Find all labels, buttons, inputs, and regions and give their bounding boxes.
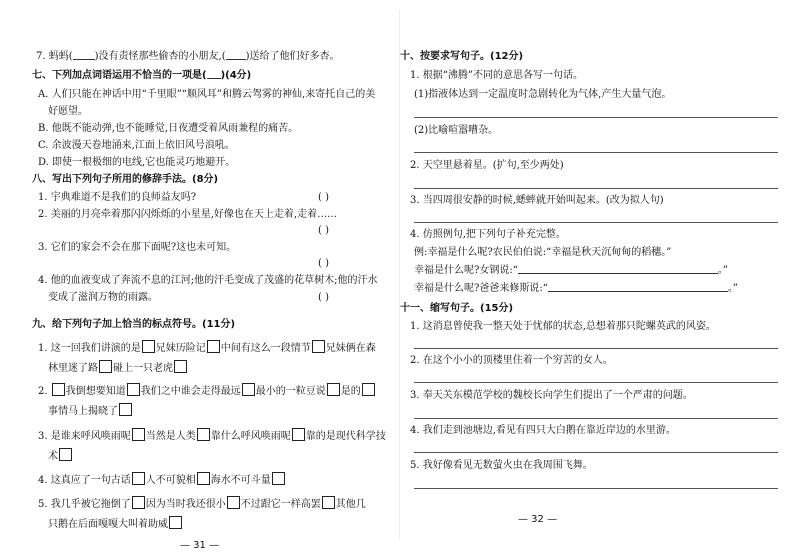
fill-blank[interactable] [548, 291, 728, 292]
punct-box[interactable] [169, 516, 182, 529]
answer-paren-4[interactable]: ( ) [318, 292, 329, 303]
condense-4: 4. 我们走到池塘边,看见有四只大白鹅在靠近岸边的水里游。 [410, 425, 676, 436]
condense-1: 1. 这消息曾使我一整天处于忧郁的状态,总想着那只陀螺英武的风姿。 [410, 321, 716, 332]
punct-box[interactable] [59, 448, 72, 461]
punct-box[interactable] [197, 428, 210, 441]
answer-paren-1[interactable]: ( ) [318, 192, 329, 203]
punct-box[interactable] [327, 383, 340, 396]
condense-5: 5. 我好像看见无数萤火虫在我周围飞舞。 [410, 460, 593, 471]
condense-2: 2. 在这个小小的顶楼里住着一个穷苦的女人。 [410, 355, 613, 366]
punct-box[interactable] [312, 340, 325, 353]
option-b: B. 他既不能动弹,也不能睡觉,日夜遭受着风雨兼程的痛苦。 [38, 123, 299, 134]
answer-line[interactable] [414, 452, 778, 453]
question-7: 7. 蚂蚂( )没有责怪那些偷杏的小朋友,( )送给了他们好多杏。 [36, 51, 340, 62]
section-10-title: 十、按要求写句子。(12分) [400, 51, 524, 62]
punct-box[interactable] [119, 403, 132, 416]
answer-line[interactable] [414, 152, 778, 153]
answer-line[interactable] [414, 418, 778, 419]
condense-3: 3. 奉天关东模范学校的魏校长向学生们提出了一个严肃的问题。 [410, 390, 693, 401]
punct-3-line1: 3. 是谁来呼风唤雨呢 当然是人类 靠什么呼风唤雨呢 靠的是现代科学技 [38, 428, 386, 444]
rewrite-4b: 幸福是什么呢?爸爸来修斯说:“ 。” [414, 283, 738, 294]
punct-box[interactable] [52, 383, 65, 396]
option-a-line2: 好愿望。 [48, 106, 88, 117]
rhetoric-4-line2: 变成了滋润万物的雨露。 [48, 292, 158, 303]
punct-box[interactable] [197, 472, 210, 485]
punct-box[interactable] [132, 496, 145, 509]
section-11-title: 十一、缩写句子。(15分) [400, 303, 514, 314]
rhetoric-2: 2. 美丽的月亮牵着那闪闪烁烁的小星星,好像也在天上走着,走着…… [38, 209, 338, 220]
rewrite-1b: (2)比喻喧嚣嘈杂。 [414, 125, 499, 136]
punct-box[interactable] [322, 496, 335, 509]
punct-3-line2: 术 [48, 448, 73, 464]
punct-box[interactable] [292, 428, 305, 441]
option-a-line1: A. 人们只能在神话中用“千里眼”“顺风耳”和腾云驾雾的神仙,来寄托自己的美 [38, 89, 376, 100]
punct-box[interactable] [242, 383, 255, 396]
rewrite-4-example: 例:幸福是什么呢?农民伯伯说:“幸福是秋天沉甸甸的稻穗。” [414, 247, 672, 258]
rewrite-3: 3. 当四周很安静的时候,蟋蟀就开始叫起来。(改为拟人句) [410, 195, 664, 206]
page-number-right: — 32 — [518, 514, 558, 525]
punct-box[interactable] [99, 360, 112, 373]
punct-4: 4. 这真应了一句古话 人不可貌相 海水不可斗量 [38, 472, 286, 488]
punct-box[interactable] [362, 383, 375, 396]
punct-box[interactable] [142, 340, 155, 353]
section-7-title: 七、下列加点词语运用不恰当的一项是( )(4分) [32, 70, 252, 81]
rhetoric-4-line1: 4. 他的血液变成了奔流不息的江河;他的汗毛变成了茂盛的花草树木;他的汗水 [38, 275, 378, 286]
punct-box[interactable] [127, 383, 140, 396]
answer-paren-2[interactable]: ( ) [318, 225, 329, 236]
answer-line[interactable] [414, 188, 778, 189]
punct-box[interactable] [132, 428, 145, 441]
answer-line[interactable] [414, 382, 778, 383]
punct-5-line2: 只鹅在后面嘎嘎大叫着助威 [48, 516, 183, 532]
punct-2-line2: 事情马上揭晓了 [48, 403, 133, 419]
punct-box[interactable] [227, 496, 240, 509]
rewrite-4: 4. 仿照例句,把下列句子补充完整。 [410, 229, 566, 240]
answer-line[interactable] [414, 348, 778, 349]
answer-line[interactable] [414, 222, 778, 223]
section-9-title: 九、给下列句子加上恰当的标点符号。(11分) [32, 319, 236, 330]
punct-box[interactable] [207, 340, 220, 353]
answer-paren-3[interactable]: ( ) [318, 258, 329, 269]
rewrite-1: 1. 根据“沸腾”不同的意思各写一句话。 [410, 70, 583, 81]
section-8-title: 八、写出下列句子所用的修辞手法。(8分) [32, 174, 219, 185]
rewrite-4a: 幸福是什么呢?女钢说:“ 。” [414, 265, 728, 276]
punct-1-line2: 林里迷了路 碰上一只老虎 [48, 360, 188, 376]
punct-box[interactable] [132, 472, 145, 485]
rhetoric-3: 3. 它们的家会不会在那下面呢?这也未可知。 [38, 242, 237, 253]
punct-box[interactable] [272, 472, 285, 485]
punct-5-line1: 5. 我几乎被它拖倒了 因为当时我还很小 不过跟它一样高罢 其他几 [38, 496, 366, 512]
fill-blank[interactable] [518, 273, 718, 274]
answer-line[interactable] [414, 117, 778, 118]
option-c: C. 余波漫天卷地涌来,江面上依旧风号浪吼。 [38, 140, 235, 151]
right-page [400, 0, 800, 560]
rhetoric-1: 1. 宇典难道不是我们的良师益友吗? [38, 192, 197, 203]
rewrite-1a: (1)指液体达到一定温度时急剧转化为气体,产生大量气泡。 [414, 89, 672, 100]
punct-2-line1: 2. 我倒想要知道 我们之中谁会走得最远 最小的一粒豆说 是的 [38, 383, 376, 399]
answer-line[interactable] [414, 488, 778, 489]
punct-1-line1: 1. 这一回我们讲演的是 兄妹历险记 中间有这么一段情节 兄妹俩在森 [38, 340, 376, 356]
punct-box[interactable] [174, 360, 187, 373]
rewrite-2: 2. 天空里悬着星。(扩句,至少两处) [410, 160, 564, 171]
page-number-left: — 31 — [180, 540, 220, 551]
option-d: D. 即使一根极细的电线,它也能灵巧地避开。 [38, 157, 236, 168]
